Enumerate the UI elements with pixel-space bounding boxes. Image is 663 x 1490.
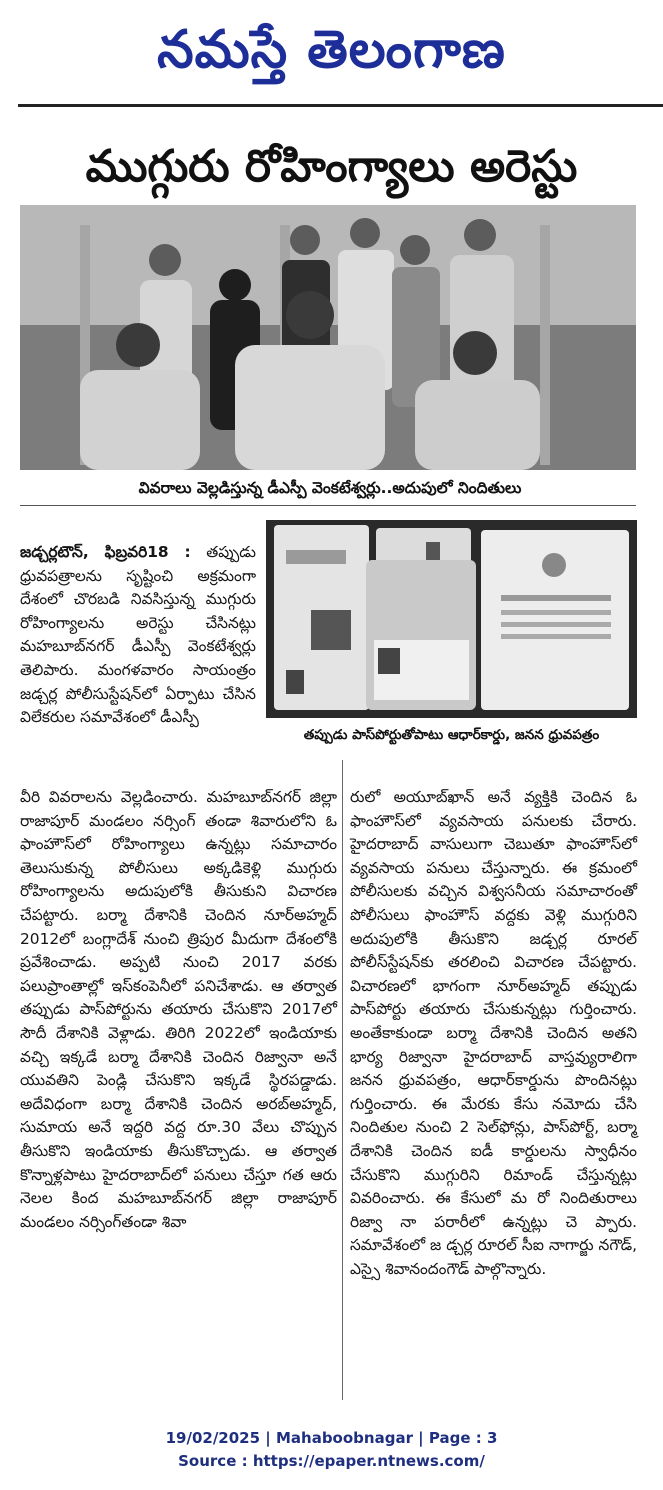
column-2	[350, 786, 637, 1281]
column-divider	[342, 760, 343, 1400]
footer-source-link[interactable]: Source : https://epaper.ntnews.com/	[178, 1452, 485, 1470]
column-1-bottom	[20, 786, 337, 1234]
masthead-rule	[18, 104, 663, 107]
body-text-col1-bottom: వీరి వివరాలను వెల్లడించారు. మహబూబ్‌నగర్ జిల్లా రాజాపూర్ మండలం నర్సింగ్ తండా శివారులోని ఓ ఫాంహౌస్‌లో రోహింగ్యాలు ఉన్నట్లు సమాచారం తెలుసుకున్న పోలీసులు అక్కడికెళ్లి ముగ్గురు రోహింగ్యాలను అదుపులోకి తీసుకుని విచారణ చేపట్టారు. బర్మా దేశానికి చెందిన నూర్‌అహ్మద్ 2012లో బంగ్లాదేశ్ నుంచి త్రిపుర మీదుగా దేశంలోకి ప్రవేశించాడు. అప్పటి నుంచి 2017 వరకు పలుప్రాంతాల్లో ఇస్‌కంపెనీలో పనిచేశాడు. ఆ తర్వాత తప్పుడు పాస్‌పోర్టును తయారు చేసుకొని 2017లో సౌదీ దేశానికి వెళ్లాడు. తిరిగి 2022లో ఇండియాకు వచ్చి ఇక్కడే బర్మా దేశానికి చెందిన రిజ్వానా అనే యువతిని పెండ్లి చేసుకొని ఇక్కడే స్థిరపడ్డాడు. అదేవిధంగా బర్మా దేశానికి చెందిన అరబ్‌అహ్మద్, సుమాయ అనే ఇద్దరి వద్ద రూ.30 వేలు చొప్పున తీసుకొని ఇండియాకు తీసుకొచ్చాడు. ఆ తర్వాత కొన్నాళ్లపాటు హైదరాబాద్‌లో పనులు చేస్తూ గత ఆరు నెలల కింద మహబూబ్‌నగర్ జిల్లా రాజాపూర్ మండలం నర్సింగ్‌తండా శివా	[20, 788, 337, 1231]
column-1-top	[20, 541, 256, 730]
documents-caption: తప్పుడు పాస్‌పోర్టుతోపాటు ఆధార్‌కార్డు, జనన ధ్రువపత్రం	[303, 727, 600, 743]
body-text-col1-top: తప్పుడు ధ్రువపత్రాలను సృష్టించి అక్రమంగా దేశంలో చొరబడి నివసిస్తున్న ముగ్గురు రోహింగ్యాలను అరెస్టు చేసినట్లు మహబూబ్‌నగర్ డీఎస్పీ వెంకటేశ్వర్లు తెలిపారు. మంగళవారం సాయంత్రం జడ్చర్ల పోలీసుస్టేషన్‌లో ఏర్పాటు చేసిన విలేకరుల సమావేశంలో డీఎస్పీ	[20, 543, 256, 727]
caption-rule	[20, 505, 636, 506]
masthead	[0, 0, 663, 100]
body-text-col2: రులో అయూబ్‌ఖాన్ అనే వ్యక్తికి చెందిన ఓ ఫాంహౌస్‌లో వ్యవసాయ పనులకు చేరారు. హైదరాబాద్ వాసులుగా చెబుతూ ఫాంహౌస్‌లో వ్యవసాయ పనులు చేస్తున్నారు. ఈ క్రమంలో పోలీసులకు వచ్చిన విశ్వసనీయ సమాచారంతో పోలీసులు ఫాంహౌస్ వద్దకు వెళ్లి ముగ్గురిని అదుపులోకి తీసుకొని జడ్చర్ల రూరల్ పోలీస్‌స్టేషన్‌కు తరలించి విచారణ చేపట్టారు. విచారణలో భాగంగా నూర్‌అహ్మద్ తప్పుడు పాస్‌పోర్టు తయారు చేసుకున్నట్లు గుర్తించారు. అంతేకాకుండా బర్మా దేశానికి చెందిన అతని భార్య రిజ్వానా హైదరాబాద్ వాస్తవ్యురాలిగా జనన ధ్రువపత్రం, ఆధార్‌కార్డును పొందినట్లు గుర్తించారు. ఈ మేరకు కేసు నమోదు చేసి నిందితుల నుంచి 2 సెల్‌ఫోన్లు, పాస్‌పోర్ట్, బర్మా దేశానికి చెందిన ఐడీ కార్డులను స్వాధీనం చేసుకొని ముగ్గురిని రిమాండ్ చేస్తున్నట్లు వివరించారు. ఈ కేసులో మ రో నిందితురాలు రిజ్వా నా పరారీలో ఉన్నట్లు చె ప్పారు. సమావేశంలో జ డ్చర్ల రూరల్ సీఐ నాగార్జు నగౌడ్, ఎస్సై శివానందంగౌడ్ పాల్గొన్నారు.	[350, 788, 637, 1278]
press-meet-caption: వివరాలు వెల్లడిస్తున్న డీఎస్పీ వెంకటేశ్వర్లు..అదుపులో నిందితులు	[138, 479, 522, 497]
documents-photo	[266, 520, 637, 718]
article-headline: ముగ్గురు రోహింగ్యాలు అరెస్టు	[85, 141, 578, 192]
masthead-title: నమస్తే తెలంగాణ	[157, 20, 506, 80]
dateline: జడ్చర్లటౌన్, ఫిబ్రవరి18 :	[20, 543, 191, 561]
press-meet-photo	[20, 205, 636, 470]
footer-line-1: 19/02/2025 | Mahaboobnagar | Page : 3	[165, 1429, 498, 1447]
